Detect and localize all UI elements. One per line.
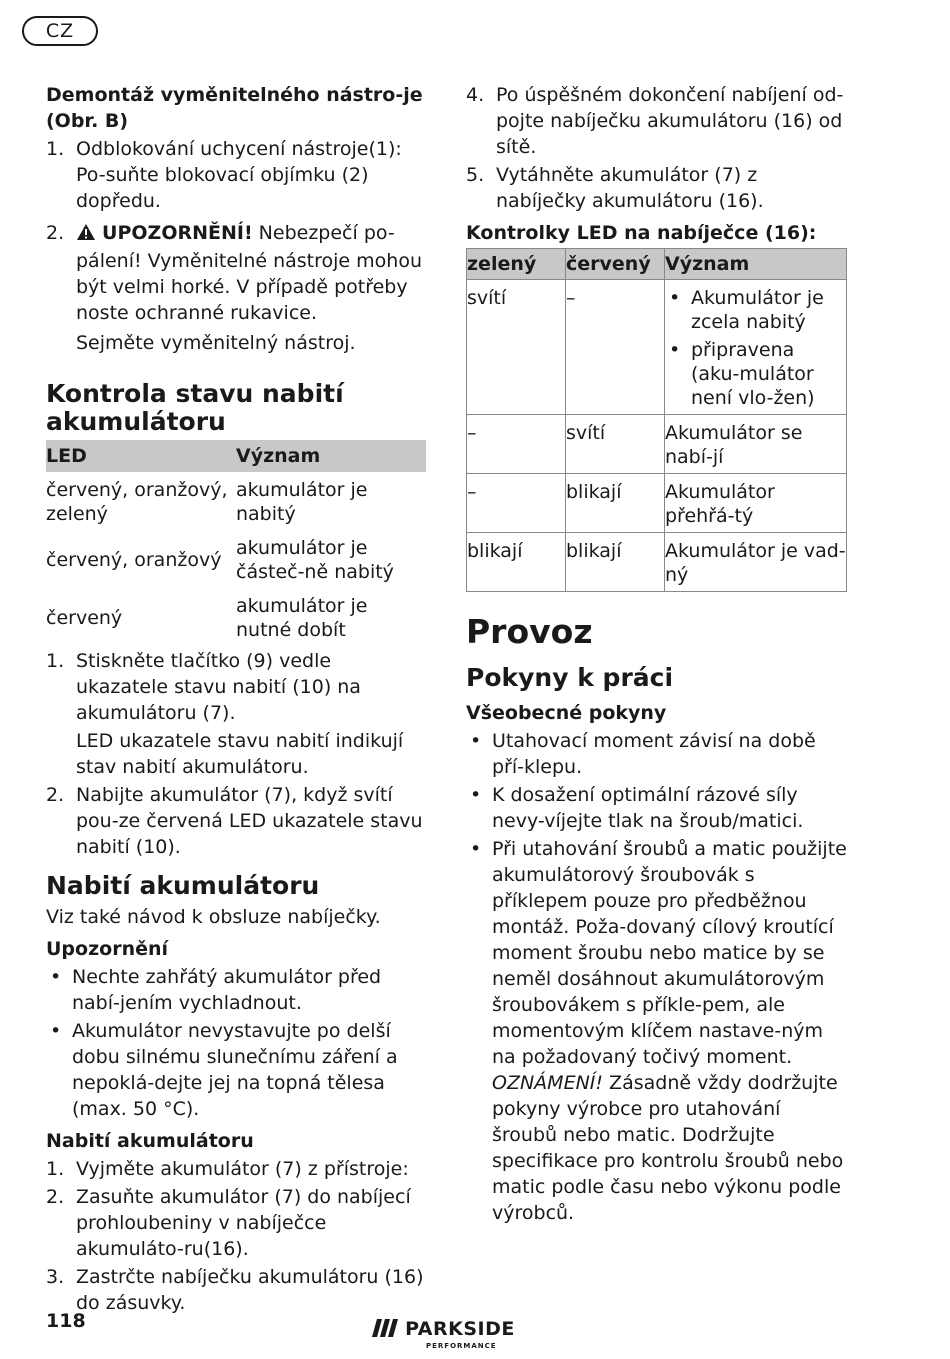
meaning-cell: Akumulátor přehřá-tý (665, 474, 847, 533)
list-item (466, 728, 850, 780)
step-number: 2. (46, 222, 65, 244)
list-item (466, 782, 850, 834)
section-heading-pokyny: Pokyny k práci (466, 663, 674, 692)
list-item (466, 836, 850, 1226)
language-badge: CZ (22, 16, 98, 46)
chapter-title-provoz: Provoz (466, 612, 593, 651)
step-number: 2. (46, 1186, 65, 1208)
left-column (46, 82, 426, 1316)
logo-wordmark (372, 1318, 515, 1340)
table-row (46, 472, 426, 530)
table-row (467, 474, 847, 533)
kontrola-step-1 (46, 648, 426, 780)
meaning-cell: akumulátor je nabitý (236, 479, 368, 525)
meaning-cell: akumulátor je částeč-ně nabitý (236, 537, 394, 583)
nabiti-step (46, 1184, 426, 1262)
demontaz-step-2 (46, 220, 426, 356)
meaning-cell: Akumulátor je vad-ný (665, 533, 847, 592)
logo-text: PARKSIDE (405, 1318, 515, 1340)
step-text: Nabijte akumulátor (7), když svítí pou-ze červená LED ukazatele stavu nabití (10). (76, 784, 423, 858)
meaning-cell (665, 280, 847, 415)
step-after-text: Sejměte vyměnitelný nástroj. (76, 332, 356, 354)
table-header-led: LED (46, 440, 236, 472)
led-cell: červený, oranžový (46, 549, 222, 571)
charger-led-table (466, 248, 847, 592)
step-number: 2. (46, 784, 65, 806)
green-cell: svítí (467, 280, 566, 415)
bullet-icon: • (470, 838, 482, 860)
meaning-cell: akumulátor je nutné dobít (236, 595, 368, 641)
notice-text: Zásadně vždy dodržujte pokyny výrobce pro utahování šroubů nebo matic. Dodržujte specifikace pro kontrolu šroubů nebo matic podle času nebo výkonu podle výrobců. (492, 1072, 844, 1224)
subheading-vseobecne: Všeobecné pokyny (466, 702, 667, 724)
bullet-icon: • (50, 966, 62, 988)
step-text: Stiskněte tlačítko (9) vedle ukazatele stavu nabití (10) na akumulátoru (7). (76, 650, 361, 724)
led-cell: červený, oranžový, zelený (46, 479, 228, 525)
bullet-icon: • (50, 1020, 62, 1042)
step-number: 1. (46, 138, 65, 160)
green-cell: – (467, 474, 566, 533)
table-header-meaning: Význam (236, 440, 426, 472)
red-cell: – (566, 280, 665, 415)
step-text: Zastrčte nabíječku akumulátoru (16) do zásuvky. (76, 1266, 424, 1314)
nabiti-intro: Viz také návod k obsluze nabíječky. (46, 906, 381, 928)
section-heading-nabiti: Nabití akumulátoru (46, 871, 320, 900)
step-text: Po úspěšném dokončení nabíjení od-pojte nabíječku akumulátoru (16) od sítě. (496, 84, 844, 158)
step-text: Odblokování uchycení nástroje(1): Po-suňte blokovací objímku (2) dopředu. (76, 138, 402, 212)
notice-label: OZNÁMENÍ! (492, 1072, 604, 1094)
red-cell: blikají (566, 533, 665, 592)
warning-triangle-icon (76, 222, 96, 248)
subheading-upozorneni: Upozornění (46, 938, 169, 960)
bullet-icon: • (669, 287, 681, 309)
table-row (467, 280, 847, 415)
logo-subtext: PERFORMANCE (426, 1342, 497, 1350)
red-cell: blikají (566, 474, 665, 533)
table-header-green: zelený (467, 249, 566, 280)
table-row (46, 588, 426, 646)
kontrola-step-2 (46, 782, 426, 860)
red-cell: svítí (566, 415, 665, 474)
led-table-heading: Kontrolky LED na nabíječce (16): (466, 222, 817, 244)
green-cell: – (467, 415, 566, 474)
step-text: Vytáhněte akumulátor (7) z nabíječky akumulátoru (16). (496, 164, 764, 212)
list-item-text: Akumulátor je zcela nabitý (691, 287, 824, 333)
right-column (466, 82, 850, 1226)
section-heading-kontrola: Kontrola stavu nabití akumulátoru (46, 379, 344, 436)
step-number: 1. (46, 1158, 65, 1180)
notice-paragraph (492, 1070, 850, 1226)
charge-step (466, 162, 850, 214)
table-header-red: červený (566, 249, 665, 280)
subheading-nabiti: Nabití akumulátoru (46, 1130, 254, 1152)
list-item (46, 1018, 426, 1122)
nabiti-step (46, 1156, 426, 1182)
table-row (467, 533, 847, 592)
demontaz-step-1 (46, 136, 426, 214)
list-item-text: K dosažení optimální rázové síly nevy-víjejte tlak na šroub/matici. (492, 784, 804, 832)
table-row (467, 415, 847, 474)
step-number: 4. (466, 84, 485, 106)
warning-text: Nebezpečí po-pálení! Vyměnitelné nástroje mohou být velmi horké. V případě potřeby noste ochranné rukavice. (76, 222, 422, 324)
list-item-text: Nechte zahřátý akumulátor před nabí-jením vychladnout. (72, 966, 382, 1014)
bullet-icon: • (470, 784, 482, 806)
nabiti-step (46, 1264, 426, 1316)
green-cell: blikají (467, 533, 566, 592)
bullet-icon: • (470, 730, 482, 752)
charge-step (466, 82, 850, 160)
warning-label: UPOZORNĚNÍ! (102, 222, 253, 244)
table-header-meaning: Význam (665, 249, 847, 280)
list-item-text: Akumulátor nevystavujte po delší dobu silnému slunečnímu záření a nepoklá-dejte jej na topná tělesa (max. 50 °C). (72, 1020, 398, 1120)
parkside-logo (372, 1318, 532, 1354)
meaning-cell: Akumulátor se nabí-jí (665, 415, 847, 474)
page-number: 118 (46, 1310, 86, 1332)
list-item-text: připravena (aku-mulátor není vlo-žen) (691, 339, 815, 409)
step-number: 5. (466, 164, 485, 186)
section-heading-demontaz: Demontáž vyměnitelného nástro-je (Obr. B) (46, 84, 423, 132)
step-number: 3. (46, 1266, 65, 1288)
led-cell: červený (46, 607, 123, 629)
bullet-icon: • (669, 339, 681, 361)
logo-stripes-icon (372, 1319, 398, 1337)
table-row (46, 530, 426, 588)
step-text: Vyjměte akumulátor (7) z přístroje: (76, 1158, 409, 1180)
charge-status-table (46, 440, 426, 646)
step-after-text: LED ukazatele stavu nabití indikují stav nabití akumulátoru. (76, 730, 404, 778)
list-item-text: Utahovací moment závisí na době pří-klepu. (492, 730, 816, 778)
list-item-text: Při utahování šroubů a matic použijte akumulátorový šroubovák s příklepem pouze pro předběžnou montáž. Poža-dovaný cílový kroutící moment šroubu nebo matice by se neměl dosáhnout akumulátorovým šroubovákem s příkle-pem, ale momentovým klíčem nastave-ným na požadovaný točivý moment. (492, 838, 847, 1068)
list-item (46, 964, 426, 1016)
list-item (665, 338, 846, 410)
step-text: Zasuňte akumulátor (7) do nabíjecí prohloubeniny v nabíječce akumuláto-ru(16). (76, 1186, 411, 1260)
step-number: 1. (46, 650, 65, 672)
list-item (665, 286, 846, 334)
